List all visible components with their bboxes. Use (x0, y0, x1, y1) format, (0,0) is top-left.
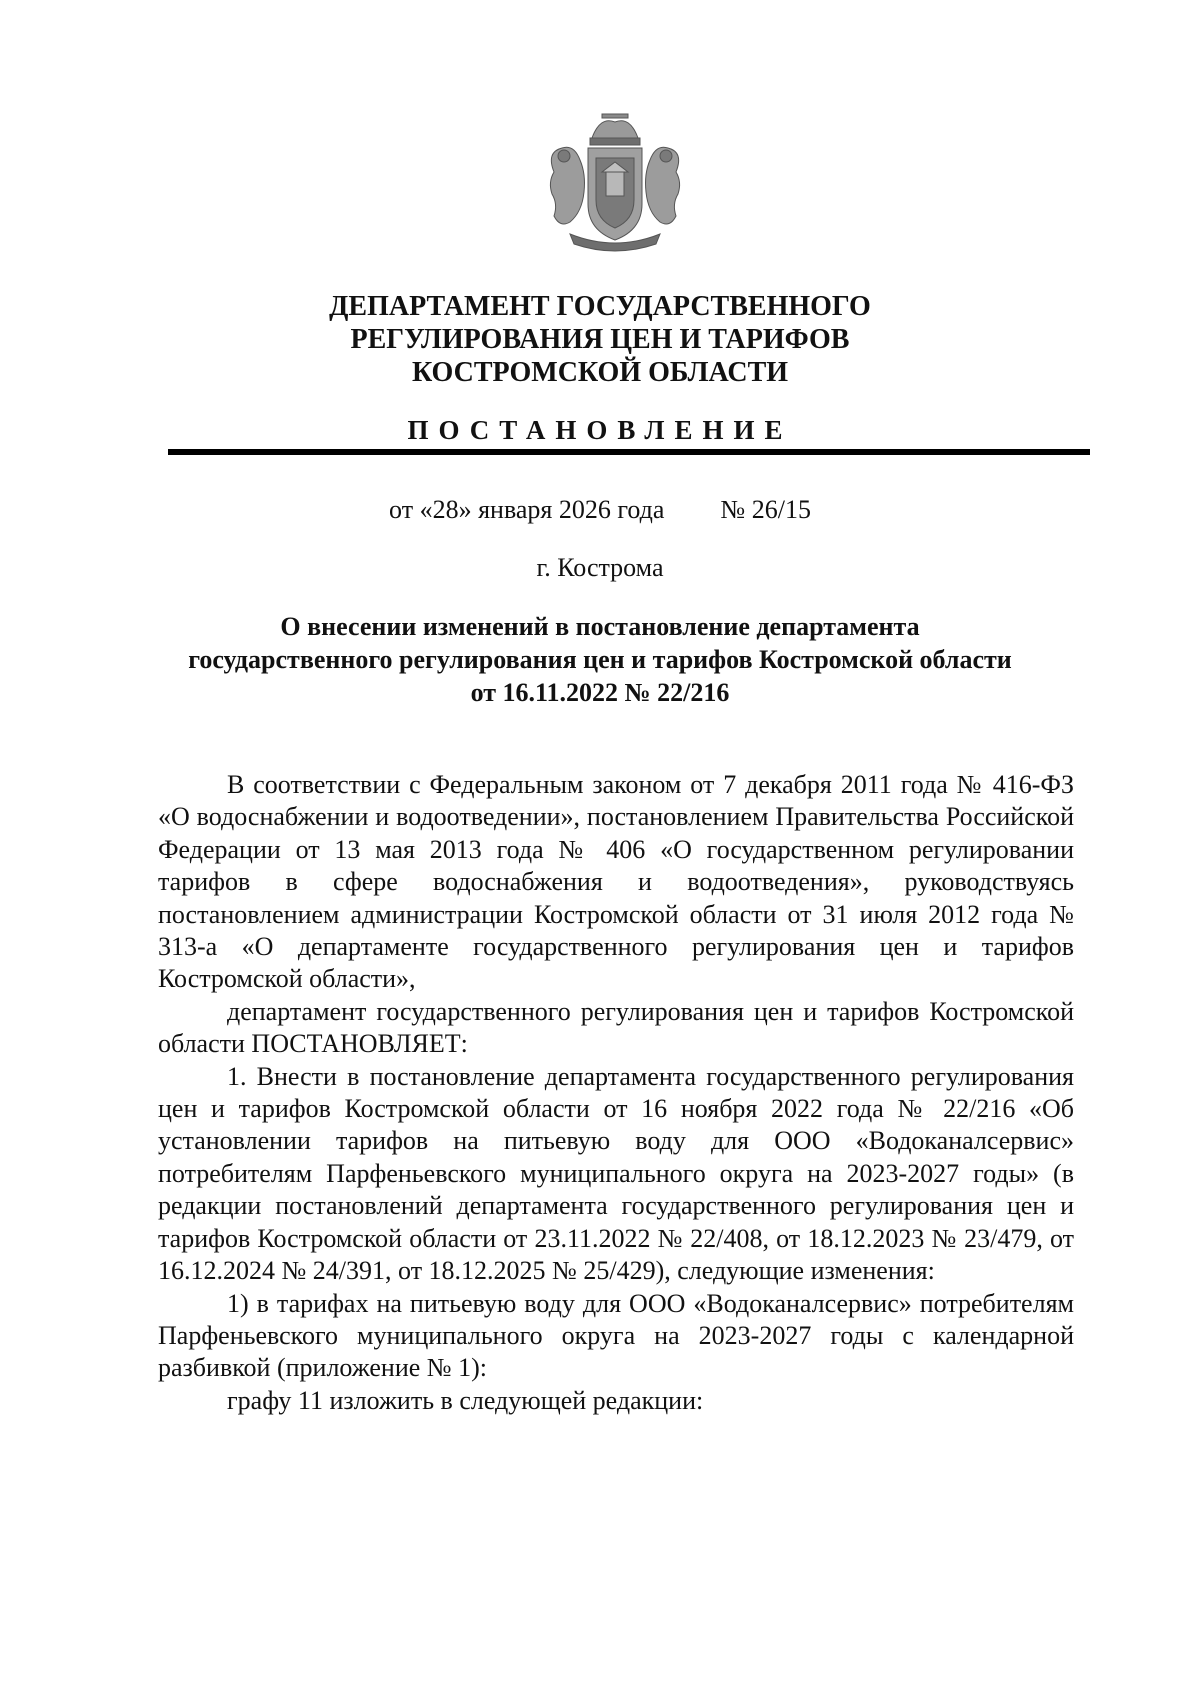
paragraph-preamble: В соответствии с Федеральным законом от 7 декабря 2011 года № 416-ФЗ «О водоснабжении и водоотведении», постановлением Правительства Российской Федерации от 13 мая 2013 года № 406 «О государственном регулировании тарифов в сфере водоснабжения и водоотведения», руководствуясь постановлением администрации Костромской области от 31 июля 2012 года № 313-а «О департаменте государственного регулирования цен и тарифов Костромской области», (158, 770, 1074, 994)
subject-line-2: государственного регулирования цен и тарифов Костромской области (188, 645, 1012, 674)
department-line-2: РЕГУЛИРОВАНИЯ ЦЕН И ТАРИФОВ (350, 324, 850, 355)
document-number: № 26/15 (720, 495, 811, 524)
subject-line-1: О внесении изменений в постановление департамента (280, 612, 920, 641)
coat-of-arms-icon (540, 112, 690, 252)
subject-line-3: от 16.11.2022 № 22/216 (470, 678, 730, 707)
document-type: ПОСТАНОВЛЕНИЕ (407, 415, 793, 445)
paragraph-item-1: 1. Внести в постановление департамента государственного регулирования цен и тарифов Костромской области от 16 ноября 2022 года № 22/216 «Об установлении тарифов на питьевую воду для ООО «Водоканалсервис» потребителям Парфеньевского муниципального округа на 2023-2027 годы» (в редакции постановлений департамента государственного регулирования цен и тарифов Костромской области от 23.11.2022 № 22/408, от 18.12.2023 № 23/479, от 16.12.2024 № 24/391, от 18.12.2025 № 25/429), следующие изменения: (158, 1061, 1074, 1286)
department-line-1: ДЕПАРТАМЕНТ ГОСУДАРСТВЕННОГО (329, 291, 871, 322)
document-subject (0, 610, 1200, 709)
department-name (0, 290, 1200, 389)
paragraph-subitem-1: 1) в тарифах на питьевую воду для ООО «Водоканалсервис» потребителям Парфеньевского муниципального округа на 2023-2027 годы с календарной разбивкой (приложение № 1): (158, 1288, 1074, 1383)
document-body (158, 769, 1074, 1417)
paragraph-resolves: департамент государственного регулирования цен и тарифов Костромской области ПОСТАНОВЛЯЕТ: (158, 996, 1074, 1059)
document-city: г. Кострома (536, 553, 664, 582)
document-date: от «28» января 2026 года (389, 495, 665, 524)
paragraph-column-11: графу 11 изложить в следующей редакции: (227, 1385, 704, 1415)
date-number-line (0, 495, 1200, 525)
department-line-3: КОСТРОМСКОЙ ОБЛАСТИ (411, 357, 789, 388)
header-divider (168, 449, 1090, 455)
